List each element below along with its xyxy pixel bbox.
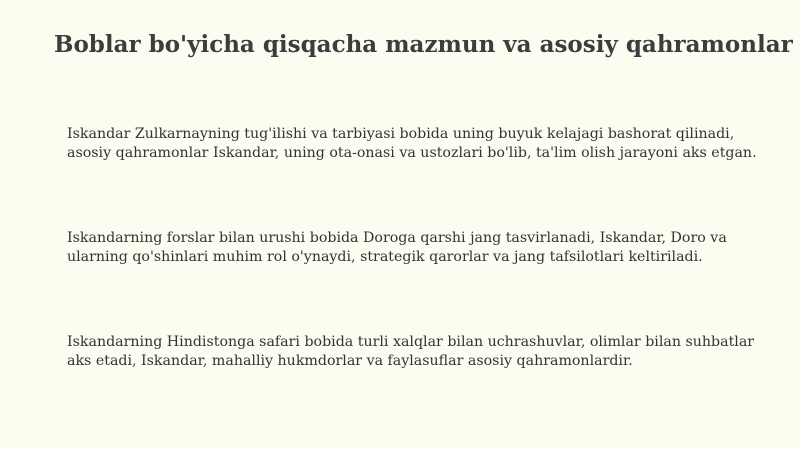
chapter-summary-paragraph-3: Iskandarning Hindistonga safari bobida turli xalqlar bilan uchrashuvlar, olimlar bilan suhbatlar aks etadi, Iskandar, mahalliy hukmdorlar va faylasuflar asosiy qahramonlardir. <box>67 334 755 369</box>
chapter-summary-paragraph-1: Iskandar Zulkarnayning tug'ilishi va tarbiyasi bobida uning buyuk kelajagi bashorat qilinadi, asosiy qahramonlar Iskandar, uning ota-onasi va ustozlari bo'lib, ta'lim olish jarayoni aks etgan. <box>67 126 757 161</box>
chapter-summary-paragraph-2: Iskandarning forslar bilan urushi bobida Doroga qarshi jang tasvirlanadi, Iskandar, Doro va ularning qo'shinlari muhim rol o'ynaydi, strategik qarorlar va jang tafsilotlari keltiriladi. <box>67 230 727 265</box>
slide-title: Boblar bo'yicha qisqacha mazmun va asosiy qahramonlar <box>54 31 793 58</box>
